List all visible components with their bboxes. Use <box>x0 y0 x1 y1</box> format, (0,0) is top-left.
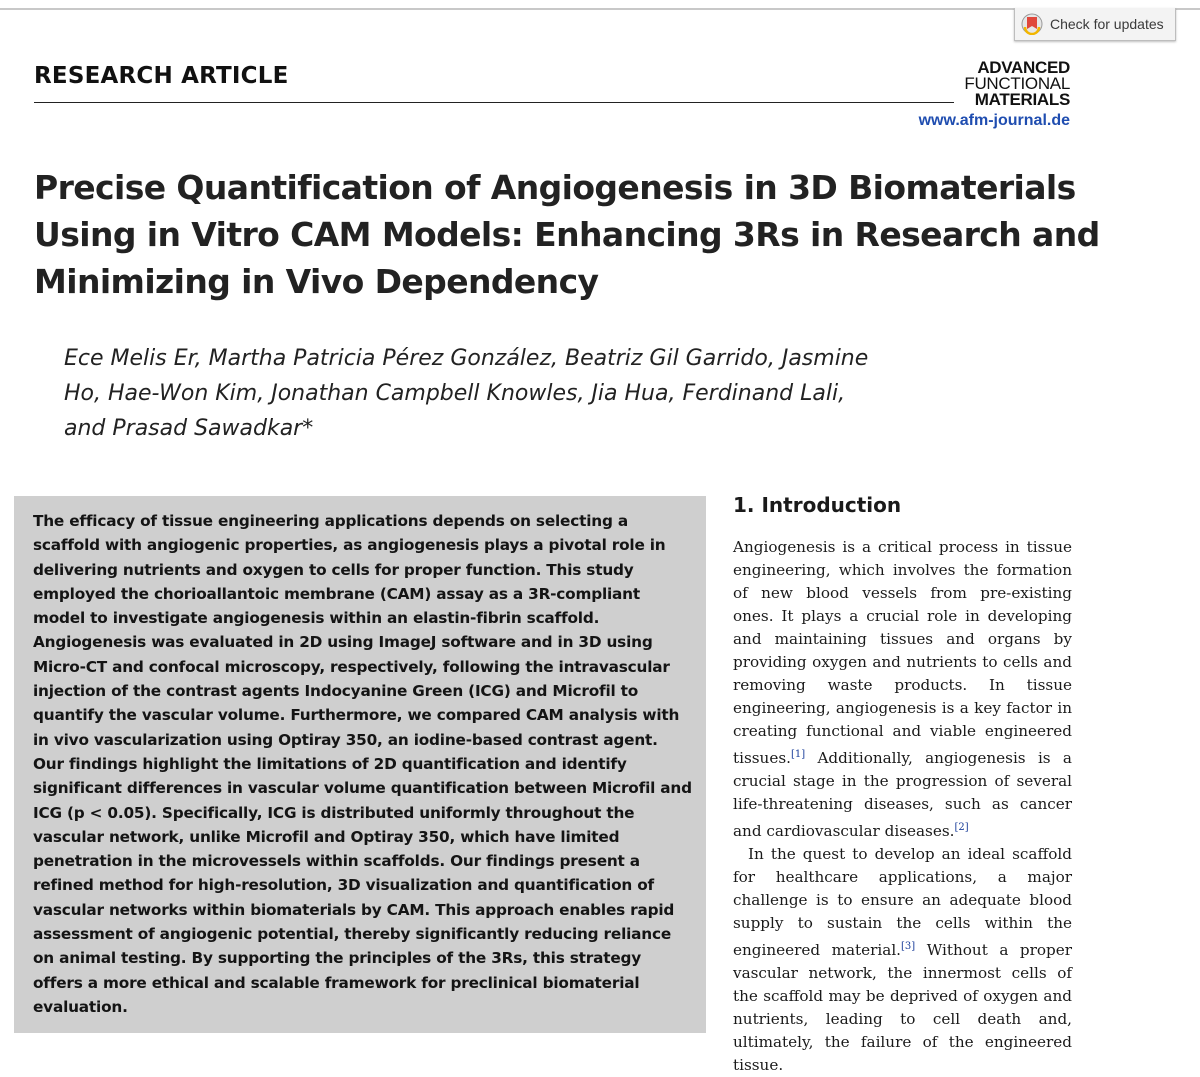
intro-paragraph-2 <box>733 843 1072 1077</box>
check-for-updates-label: Check for updates <box>1050 16 1164 32</box>
intro-p2-text-b: Without a proper vascular network, the innermost cells of the scaffold may be deprived of oxygen and nutrients, leading to cell death and, ultimately, the failure of the engineered tissue. <box>733 941 1072 1074</box>
reference-link-2[interactable]: [2] <box>954 822 969 833</box>
article-title: Precise Quantification of Angiogenesis in 3D Biomaterials Using in Vitro CAM Models: Enhancing 3Rs in Research and Minimizing in Vivo Dependency <box>34 168 1100 301</box>
intro-p2-text-a: In the quest to develop an ideal scaffold for healthcare applications, a major challenge is to ensure an adequate blood supply to sustain the cells within the engineered material. <box>733 845 1072 959</box>
intro-p1-text-b: Additionally, angiogenesis is a crucial stage in the progression of several life-threatening diseases, such as cancer and cardiovascular diseases. <box>733 749 1072 840</box>
introduction-heading: 1. Introduction <box>733 493 902 517</box>
intro-paragraph-1 <box>733 536 1072 843</box>
reference-link-3[interactable]: [3] <box>901 941 916 952</box>
journal-url-link[interactable]: www.afm-journal.de <box>918 112 1070 129</box>
check-for-updates-button[interactable] <box>1014 8 1176 41</box>
journal-logo <box>940 60 1070 108</box>
intro-p1-text-a: Angiogenesis is a critical process in tissue engineering, which involves the formation of new blood vessels from pre-existing ones. It plays a crucial role in developing and maintaining tissues and organs by providing oxygen and nutrients to cells and removing waste products. In tissue engineering, angiogenesis is a key factor in creating functional and viable engineered tissues. <box>733 538 1072 767</box>
header-rule <box>34 102 954 103</box>
crossmark-icon <box>1021 13 1043 35</box>
article-type: RESEARCH ARTICLE <box>34 63 289 89</box>
reference-link-1[interactable]: [1] <box>790 749 806 760</box>
logo-line-1: ADVANCED <box>977 58 1070 77</box>
logo-line-3: MATERIALS <box>974 90 1070 109</box>
abstract-text: The efficacy of tissue engineering applications depends on selecting a scaffold with angiogenic properties, as angiogenesis plays a pivotal role in delivering nutrients and oxygen to cells for proper function. This study employed the chorioallantoic membrane (CAM) assay as a 3R-compliant model to investigate angiogenesis within an elastin-fibrin scaffold. Angiogenesis was evaluated in 2D using ImageJ software and in 3D using Micro-CT and confocal microscopy, respectively, following the intravascular injection of the contrast agents Indocyanine Green (ICG) and Microfil to quantify the vascular volume. Furthermore, we compared CAM analysis with in vivo vascularization using Optiray 350, an iodine-based contrast agent. Our findings highlight the limitations of 2D quantification and identify significant differences in vascular volume quantification between Microfil and ICG (p < 0.05). Specifically, ICG is distributed uniformly throughout the vascular network, unlike Microfil and Optiray 350, which have limited penetration in the microvessels within scaffolds. Our findings present a refined method for high-resolution, 3D visualization and quantification of vascular networks within biomaterials by CAM. This approach enables rapid assessment of angiogenic potential, thereby significantly reducing reliance on animal testing. By supporting the principles of the 3Rs, this strategy offers a more ethical and scalable framework for preclinical biomaterial evaluation. <box>33 512 692 1016</box>
author-list: Ece Melis Er, Martha Patricia Pérez González, Beatriz Gil Garrido, Jasmine Ho, Hae-Won Kim, Jonathan Campbell Knowles, Jia Hua, Ferdinand Lali, and Prasad Sawadkar* <box>64 346 869 441</box>
logo-line-2: FUNCTIONAL <box>964 74 1070 93</box>
abstract-box <box>14 496 706 1033</box>
introduction-body <box>733 536 1072 1077</box>
